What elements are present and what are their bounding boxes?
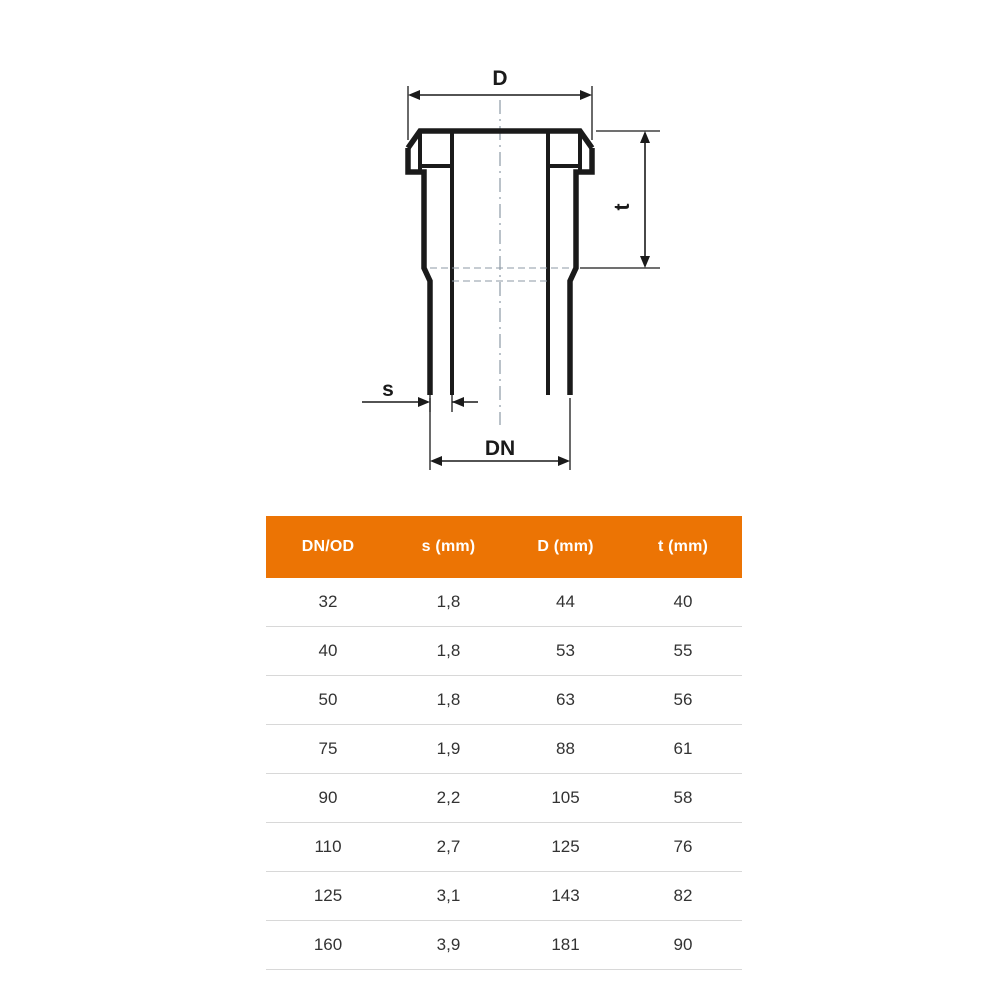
column-header-dn-od: DN/OD (266, 516, 390, 578)
cell-t: 61 (624, 725, 742, 774)
table-row (266, 578, 742, 627)
label-DN: DN (484, 437, 516, 460)
cell-t: 90 (624, 921, 742, 970)
cell-d: 105 (507, 774, 624, 823)
table-body (266, 578, 742, 970)
cell-dn: 110 (266, 823, 390, 872)
table-row (266, 872, 742, 921)
cell-t: 76 (624, 823, 742, 872)
cell-t: 58 (624, 774, 742, 823)
cell-s: 3,1 (390, 872, 507, 921)
column-header-s: s (mm) (390, 516, 507, 578)
cell-t: 56 (624, 676, 742, 725)
cell-dn: 90 (266, 774, 390, 823)
cell-s: 2,2 (390, 774, 507, 823)
cell-d: 143 (507, 872, 624, 921)
table-head (266, 516, 742, 578)
table-row (266, 921, 742, 970)
cell-dn: 75 (266, 725, 390, 774)
table-row (266, 725, 742, 774)
dimensions-table (266, 516, 742, 970)
column-header-d: D (mm) (507, 516, 624, 578)
cell-s: 1,9 (390, 725, 507, 774)
cell-dn: 32 (266, 578, 390, 627)
cell-s: 2,7 (390, 823, 507, 872)
spec-table-container (266, 516, 734, 970)
cell-d: 88 (507, 725, 624, 774)
cell-dn: 160 (266, 921, 390, 970)
cell-dn: 125 (266, 872, 390, 921)
cell-d: 125 (507, 823, 624, 872)
cell-s: 1,8 (390, 578, 507, 627)
cell-d: 181 (507, 921, 624, 970)
cell-s: 1,8 (390, 676, 507, 725)
cell-dn: 40 (266, 627, 390, 676)
column-header-t: t (mm) (624, 516, 742, 578)
cell-d: 44 (507, 578, 624, 627)
table-row (266, 823, 742, 872)
cell-d: 53 (507, 627, 624, 676)
cell-s: 3,9 (390, 921, 507, 970)
table-row (266, 676, 742, 725)
cell-dn: 50 (266, 676, 390, 725)
table-header-row (266, 516, 742, 578)
label-s: s (382, 378, 394, 401)
table-row (266, 627, 742, 676)
cell-s: 1,8 (390, 627, 507, 676)
cell-t: 40 (624, 578, 742, 627)
cell-t: 82 (624, 872, 742, 921)
dimension-s (362, 390, 478, 412)
cell-t: 55 (624, 627, 742, 676)
cell-d: 63 (507, 676, 624, 725)
label-D: D (492, 67, 508, 90)
label-t: t (611, 203, 634, 211)
table-row (266, 774, 742, 823)
